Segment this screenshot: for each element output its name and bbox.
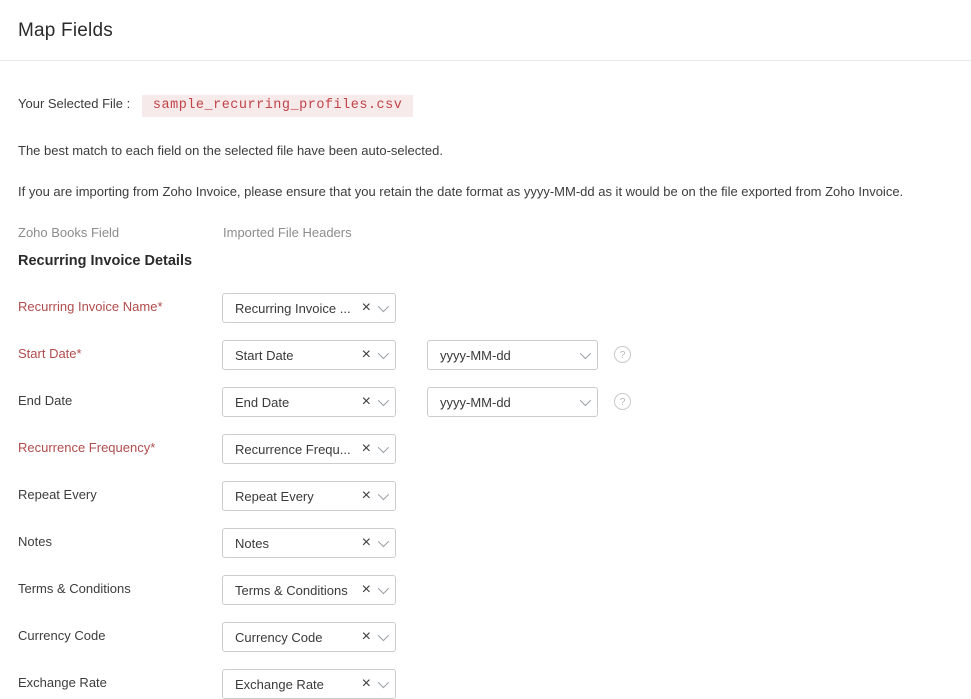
field-label: End Date — [18, 393, 73, 408]
imported-header-select[interactable] — [222, 434, 396, 464]
section-title-recurring-invoice-details: Recurring Invoice Details — [18, 253, 193, 269]
date-format-value: yyyy-MM-dd — [440, 347, 511, 363]
select-icons — [578, 351, 588, 359]
chevron-down-icon[interactable] — [378, 442, 389, 453]
chevron-down-icon[interactable] — [378, 301, 389, 312]
field-mapping-rows — [18, 293, 953, 699]
selected-header-value: Currency Code — [235, 629, 323, 645]
map-fields-content — [0, 95, 971, 699]
field-label: Currency Code — [18, 628, 106, 643]
clear-selection-icon[interactable]: × — [361, 675, 371, 692]
field-map-row — [18, 622, 953, 652]
selected-header-value: End Date — [235, 394, 290, 410]
field-label: Exchange Rate — [18, 675, 107, 690]
selected-header-value: Notes — [235, 535, 269, 551]
info-auto-selected: The best match to each field on the selected file have been auto-selected. — [18, 143, 443, 158]
info-date-format-note: If you are importing from Zoho Invoice, please ensure that you retain the date format as yyyy-MM-dd as it would be on the file exported from Zoho Invoice. — [18, 184, 904, 199]
imported-header-select[interactable] — [222, 293, 396, 323]
select-icons — [362, 441, 386, 457]
date-format-select[interactable] — [427, 387, 598, 417]
field-label: Recurrence Frequency* — [18, 440, 156, 455]
field-label: Repeat Every — [18, 487, 97, 502]
selected-header-value: Repeat Every — [235, 488, 314, 504]
date-format-select[interactable] — [427, 340, 598, 370]
imported-header-select[interactable] — [222, 575, 396, 605]
field-label: Terms & Conditions — [18, 581, 131, 596]
date-format-value: yyyy-MM-dd — [440, 394, 511, 410]
field-map-row — [18, 387, 953, 417]
chevron-down-icon[interactable] — [378, 489, 389, 500]
imported-header-select[interactable] — [222, 340, 396, 370]
help-icon[interactable]: ? — [614, 346, 631, 363]
imported-header-select[interactable] — [222, 669, 396, 699]
column-header-zoho-books-field: Zoho Books Field — [18, 225, 120, 240]
selected-header-value: Terms & Conditions — [235, 582, 348, 598]
chevron-down-icon[interactable] — [378, 677, 389, 688]
selected-header-value: Recurrence Frequ... — [235, 441, 351, 457]
imported-header-select[interactable] — [222, 481, 396, 511]
select-icons — [362, 347, 386, 363]
field-label: Recurring Invoice Name* — [18, 299, 163, 314]
chevron-down-icon[interactable] — [378, 348, 389, 359]
chevron-down-icon[interactable] — [378, 630, 389, 641]
selected-file-label: Your Selected File : — [18, 96, 131, 111]
field-map-row — [18, 340, 953, 370]
select-icons — [362, 629, 386, 645]
chevron-down-icon[interactable] — [580, 395, 591, 406]
imported-header-select[interactable] — [222, 387, 396, 417]
select-icons — [362, 535, 386, 551]
clear-selection-icon[interactable]: × — [361, 393, 371, 410]
field-map-row — [18, 434, 953, 464]
selected-file-name: sample_recurring_profiles.csv — [142, 95, 413, 117]
select-icons — [362, 394, 386, 410]
imported-header-select[interactable] — [222, 528, 396, 558]
field-map-row — [18, 293, 953, 323]
chevron-down-icon[interactable] — [378, 583, 389, 594]
selected-header-value: Recurring Invoice ... — [235, 300, 351, 316]
clear-selection-icon[interactable]: × — [361, 628, 371, 645]
chevron-down-icon[interactable] — [378, 395, 389, 406]
select-icons — [362, 676, 386, 692]
chevron-down-icon[interactable] — [580, 348, 591, 359]
clear-selection-icon[interactable]: × — [361, 534, 371, 551]
clear-selection-icon[interactable]: × — [361, 487, 371, 504]
chevron-down-icon[interactable] — [378, 536, 389, 547]
field-map-row — [18, 669, 953, 699]
imported-header-select[interactable] — [222, 622, 396, 652]
select-icons — [362, 582, 386, 598]
column-headers — [18, 225, 953, 240]
selected-header-value: Exchange Rate — [235, 676, 324, 692]
field-label: Notes — [18, 534, 52, 549]
page-title: Map Fields — [18, 20, 113, 41]
page-header — [0, 0, 971, 61]
field-map-row — [18, 528, 953, 558]
clear-selection-icon[interactable]: × — [361, 299, 371, 316]
clear-selection-icon[interactable]: × — [361, 440, 371, 457]
select-icons — [362, 300, 386, 316]
field-map-row — [18, 481, 953, 511]
select-icons — [362, 488, 386, 504]
selected-file-row — [18, 95, 953, 117]
clear-selection-icon[interactable]: × — [361, 581, 371, 598]
help-icon[interactable]: ? — [614, 393, 631, 410]
selected-header-value: Start Date — [235, 347, 294, 363]
field-label: Start Date* — [18, 346, 82, 361]
field-map-row — [18, 575, 953, 605]
select-icons — [578, 398, 588, 406]
clear-selection-icon[interactable]: × — [361, 346, 371, 363]
column-header-imported-file-headers: Imported File Headers — [223, 225, 352, 240]
